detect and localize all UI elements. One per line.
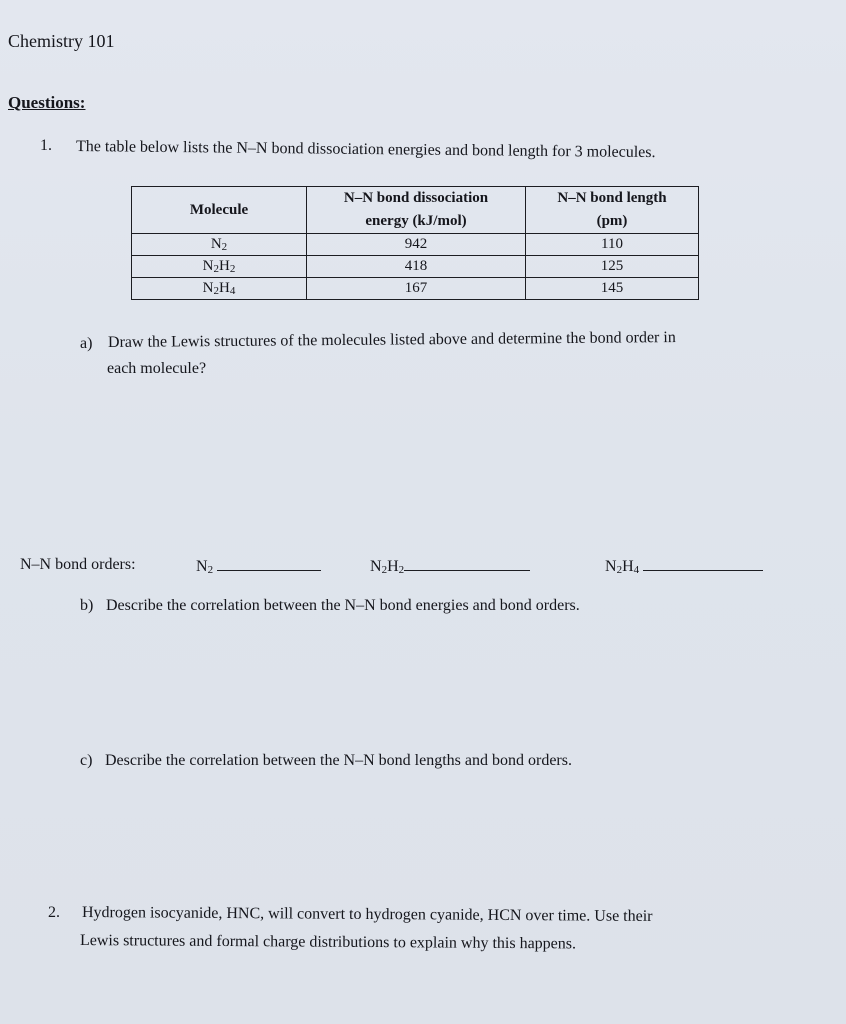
question-2-line-1: Hydrogen isocyanide, HNC, will convert to hydrogen cyanide, HCN over time. Use their (81, 904, 653, 925)
question-2-line-2: Lewis structures and formal charge distributions to explain why this happens. (79, 932, 577, 953)
question-2-number: 2. (48, 904, 60, 921)
bond-order-n2: $N_2$ (196, 556, 321, 576)
table-row (132, 278, 699, 300)
part-b-text: Describe the correlation between the N–N bond energies and bond orders. (106, 597, 580, 614)
cell-molecule: $N_2$ (132, 234, 307, 256)
table-row (132, 256, 699, 278)
answer-blank-n2h4[interactable] (643, 556, 763, 571)
table-header-row (132, 187, 699, 234)
part-a-line-1: Draw the Lewis structures of the molecules listed above and determine the bond order in (107, 329, 676, 351)
part-c-text: Describe the correlation between the N–N bond lengths and bond orders. (105, 752, 572, 769)
section-heading: Questions: (8, 93, 86, 112)
header-molecule: Molecule (132, 187, 307, 234)
cell-energy: 418 (307, 256, 526, 278)
cell-length: 125 (526, 256, 699, 278)
part-a-label: a) (80, 335, 93, 352)
bond-data-table (131, 186, 699, 300)
cell-molecule: $N_2H_2$ (132, 256, 307, 278)
answer-blank-n2h2[interactable] (404, 556, 530, 571)
header-length: N–N bond length (pm) (526, 187, 699, 234)
cell-length: 145 (526, 278, 699, 300)
cell-energy: 167 (307, 278, 526, 300)
part-b-label: b) (80, 597, 94, 614)
cell-length: 110 (526, 234, 699, 256)
course-title: Chemistry 101 (8, 31, 115, 51)
header-energy: N–N bond dissociation energy (kJ/mol) (307, 187, 526, 234)
part-c-label: c) (80, 752, 93, 769)
question-1-number: 1. (40, 137, 52, 154)
bond-order-n2h4: $N_2H_4$ (605, 556, 763, 576)
answer-blank-n2[interactable] (217, 556, 321, 571)
cell-molecule: $N_2H_4$ (132, 278, 307, 300)
bond-order-n2h2: $N_2H_2$ (370, 556, 530, 576)
table-row (132, 234, 699, 256)
cell-energy: 942 (307, 234, 526, 256)
part-a-line-2: each molecule? (107, 360, 207, 377)
bond-orders-label: N–N bond orders: (20, 556, 136, 573)
question-1-intro: The table below lists the N–N bond dissociation energies and bond length for 3 molecules. (75, 138, 656, 162)
